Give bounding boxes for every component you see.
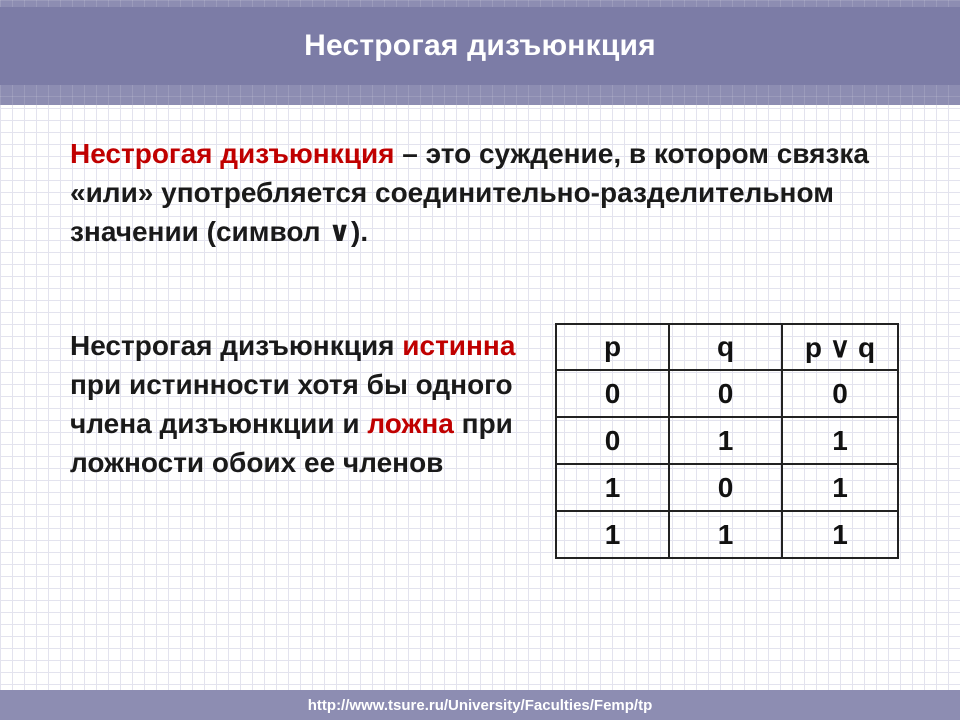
rule-part-2: при истинности хотя бы одного члена дизъюнкции и <box>70 369 513 439</box>
slide-title: Нестрогая дизъюнкция <box>304 29 656 62</box>
table-cell: 0 <box>556 417 669 464</box>
header-p: p <box>556 324 669 370</box>
truth-table <box>555 323 899 559</box>
table-row <box>556 464 898 511</box>
rule-true-word: истинна <box>402 330 516 361</box>
definition-term: Нестрогая дизъюнкция <box>70 138 395 169</box>
rule-part-1: Нестрогая дизъюнкция <box>70 330 403 361</box>
table-cell: 1 <box>782 417 898 464</box>
table-cell: 1 <box>782 511 898 558</box>
table-cell: 1 <box>782 464 898 511</box>
truth-table-header-row <box>556 324 898 370</box>
table-row <box>556 417 898 464</box>
definition-text: – это суждение, в котором связка «или» употребляется соединительно-разделительном значении (символ ∨). <box>70 138 869 247</box>
footer-bar <box>0 690 960 720</box>
table-cell: 1 <box>669 417 782 464</box>
table-cell: 1 <box>556 464 669 511</box>
table-cell: 0 <box>669 464 782 511</box>
header-q: q <box>669 324 782 370</box>
header-p-or-q: p ∨ q <box>782 324 898 370</box>
rule-part-3: при ложности обоих ее членов <box>70 408 513 478</box>
definition-paragraph <box>70 134 900 251</box>
table-cell: 0 <box>669 370 782 417</box>
table-cell: 0 <box>782 370 898 417</box>
rule-false-word: ложна <box>367 408 454 439</box>
table-cell: 0 <box>556 370 669 417</box>
table-row <box>556 511 898 558</box>
truth-rule-paragraph <box>70 326 530 482</box>
table-cell: 1 <box>669 511 782 558</box>
table-cell: 1 <box>556 511 669 558</box>
title-bar <box>0 7 960 85</box>
table-row <box>556 370 898 417</box>
source-url-link[interactable]: http://www.tsure.ru/University/Faculties/Femp/tp <box>307 696 653 714</box>
